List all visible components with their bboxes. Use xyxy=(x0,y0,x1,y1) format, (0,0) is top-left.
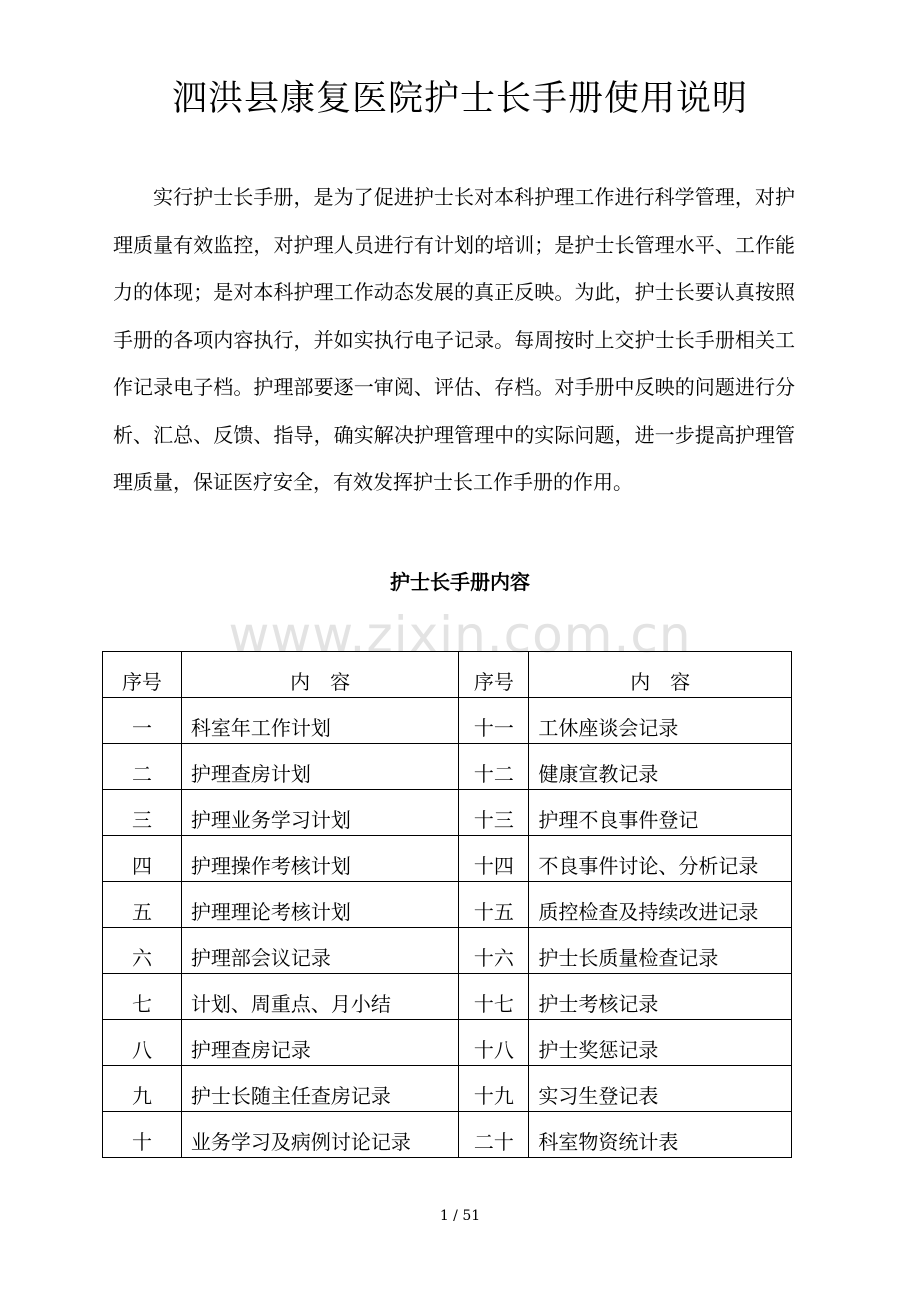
table-row xyxy=(103,1066,792,1112)
contents-title: 护士长手册内容 xyxy=(390,570,530,594)
row-number-left: 一 xyxy=(103,698,182,744)
row-number-left: 八 xyxy=(103,1020,182,1066)
row-number-right: 十八 xyxy=(459,1020,529,1066)
row-item-left: 护理查房记录 xyxy=(181,1020,459,1066)
row-number-right: 十五 xyxy=(459,882,529,928)
row-item-right: 质控检查及持续改进记录 xyxy=(529,882,792,928)
row-number-left: 九 xyxy=(103,1066,182,1112)
row-number-right: 十三 xyxy=(459,790,529,836)
row-item-right: 护士考核记录 xyxy=(529,974,792,1020)
row-item-right: 护理不良事件登记 xyxy=(529,790,792,836)
row-number-right: 十四 xyxy=(459,836,529,882)
table-row xyxy=(103,882,792,928)
table-row xyxy=(103,974,792,1020)
row-item-right: 护士长质量检查记录 xyxy=(529,928,792,974)
table-row xyxy=(103,836,792,882)
row-number-right: 十一 xyxy=(459,698,529,744)
table-row xyxy=(103,1112,792,1158)
row-number-right: 十九 xyxy=(459,1066,529,1112)
table-header-row xyxy=(103,652,792,698)
row-number-left: 十 xyxy=(103,1112,182,1158)
row-number-left: 二 xyxy=(103,744,182,790)
header-content-right: 内 容 xyxy=(529,652,792,698)
row-item-right: 健康宣教记录 xyxy=(529,744,792,790)
row-item-right: 科室物资统计表 xyxy=(529,1112,792,1158)
row-item-right: 不良事件讨论、分析记录 xyxy=(529,836,792,882)
watermark: www.zixin.com.cn xyxy=(228,606,692,664)
row-number-left: 七 xyxy=(103,974,182,1020)
header-no-left: 序号 xyxy=(103,652,182,698)
row-number-right: 十七 xyxy=(459,974,529,1020)
intro-paragraph: 实行护士长手册，是为了促进护士长对本科护理工作进行科学管理，对护理质量有效监控，对护理人员进行有计划的培训；是护士长管理水平、工作能力的体现；是对本科护理工作动态发展的真正反映。为此，护士长要认真按照手册的各项内容执行，并如实执行电子记录。每周按时上交护士长手册相关工作记录电子档。护理部要逐一审阅、评估、存档。对手册中反映的问题进行分析、汇总、反馈、指导，确实解决护理管理中的实际问题，进一步提高护理管理质量，保证医疗安全，有效发挥护士长工作手册的作用。 xyxy=(113,185,795,494)
row-item-right: 实习生登记表 xyxy=(529,1066,792,1112)
row-number-right: 二十 xyxy=(459,1112,529,1158)
row-item-left: 护理理论考核计划 xyxy=(181,882,459,928)
table-row xyxy=(103,698,792,744)
row-item-left: 护理查房计划 xyxy=(181,744,459,790)
table-row xyxy=(103,744,792,790)
row-number-right: 十六 xyxy=(459,928,529,974)
row-item-left: 护理部会议记录 xyxy=(181,928,459,974)
row-item-left: 计划、周重点、月小结 xyxy=(181,974,459,1020)
row-item-left: 护士长随主任查房记录 xyxy=(181,1066,459,1112)
header-content-left: 内 容 xyxy=(181,652,459,698)
row-item-right: 工休座谈会记录 xyxy=(529,698,792,744)
table-row xyxy=(103,790,792,836)
contents-table xyxy=(102,651,792,1158)
page-number: 1 / 51 xyxy=(439,1208,481,1224)
row-number-right: 十二 xyxy=(459,744,529,790)
row-item-left: 护理操作考核计划 xyxy=(181,836,459,882)
document-title: 泗洪县康复医院护士长手册使用说明 xyxy=(171,79,748,119)
header-no-right: 序号 xyxy=(459,652,529,698)
table-row xyxy=(103,928,792,974)
row-number-left: 四 xyxy=(103,836,182,882)
row-number-left: 六 xyxy=(103,928,182,974)
table-row xyxy=(103,1020,792,1066)
row-item-left: 业务学习及病例讨论记录 xyxy=(181,1112,459,1158)
row-number-left: 五 xyxy=(103,882,182,928)
row-item-left: 科室年工作计划 xyxy=(181,698,459,744)
row-number-left: 三 xyxy=(103,790,182,836)
row-item-left: 护理业务学习计划 xyxy=(181,790,459,836)
row-item-right: 护士奖惩记录 xyxy=(529,1020,792,1066)
